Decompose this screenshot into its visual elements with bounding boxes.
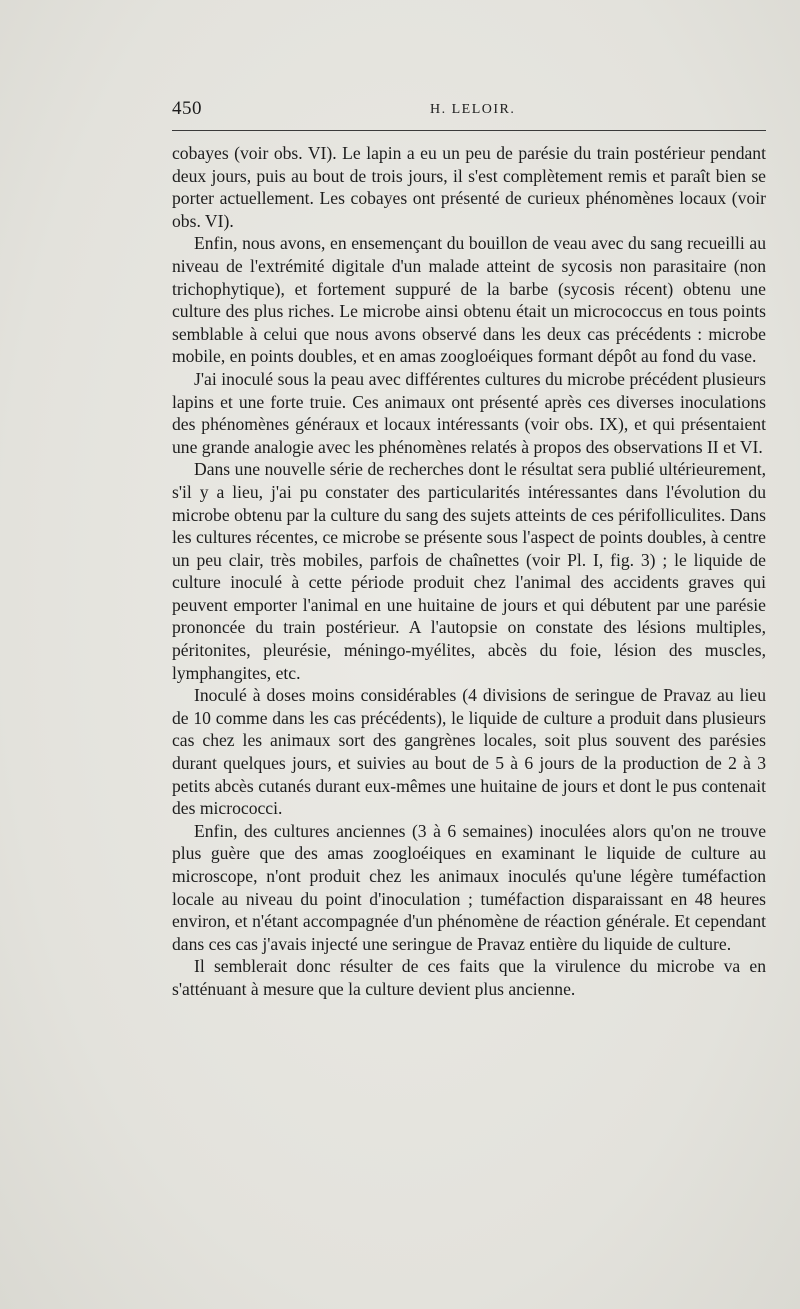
- paragraph: Enfin, des cultures anciennes (3 à 6 semaines) inoculées alors qu'on ne trouve plus guère que des amas zoogloéiques en examinant le liquide de culture au microscope, n'ont produit chez les animaux inoculés qu'une légère tuméfaction locale au niveau du point d'inoculation ; tuméfaction disparaissant en 48 heures environ, et n'étant accompagnée d'un phénomène de réaction générale. Et cependant dans ces cas j'avais injecté une seringue de Pravaz entière du liquide de culture.: [172, 820, 766, 954]
- body-text: [172, 142, 766, 1001]
- paragraph: Enfin, nous avons, en ensemençant du bouillon de veau avec du sang recueilli au niveau de l'extrémité digitale d'un malade atteint de sycosis non parasitaire (non trichophytique), et fortement suppuré de la barbe (sycosis récent) obtenu une culture des plus riches. Le microbe ainsi obtenu était un micrococcus en tous points semblable à celui que nous avons observé dans les deux cas précédents : microbe mobile, en points doubles, et en amas zoogloéiques formant dépôt au fond du vase.: [172, 233, 766, 367]
- paragraph: Dans une nouvelle série de recherches dont le résultat sera publié ultérieurement, s'il y a lieu, j'ai pu constater des particularités intéressantes dans l'évolution du microbe obtenu par la culture du sang des sujets atteints de ces périfolliculites. Dans les cultures récentes, ce microbe se présente sous l'aspect de points doubles, à centre un peu clair, très mobiles, parfois de chaînettes (voir Pl. I, fig. 3) ; le liquide de culture inoculé à cette période produit chez l'animal des accidents graves qui peuvent emporter l'animal en une huitaine de jours et qui débutent par une parésie prononcée du train postérieur. A l'autopsie on constate des lésions multiples, péritonites, pleurésie, méningo-myélites, abcès du foie, lésion des muscles, lymphangites, etc.: [172, 459, 766, 683]
- paragraph: J'ai inoculé sous la peau avec différentes cultures du microbe précédent plusieurs lapins et une forte truie. Ces animaux ont présenté après ces diverses inoculations des phénomènes généraux et locaux intéressants (voir obs. IX), et qui présentaient une grande analogie avec les phénomènes relatés à propos des observations II et VI.: [172, 368, 766, 457]
- running-head: H. LELOIR.: [430, 102, 516, 117]
- paragraph: Inoculé à doses moins considérables (4 divisions de seringue de Pravaz au lieu de 10 comme dans les cas précédents), le liquide de culture a produit dans plusieurs cas chez les animaux sort des gangrènes locales, soit plus souvent des parésies durant quelques jours, et suivies au bout de 5 à 6 jours de la production de 2 à 3 petits abcès cutanés durant eux-mêmes une huitaine de jours et dont le pus contenait des micrococci.: [172, 685, 766, 819]
- paragraph: cobayes (voir obs. VI). Le lapin a eu un peu de parésie du train postérieur pendant deux jours, puis au bout de trois jours, il s'est complètement remis et paraît bien se porter actuellement. Les cobayes ont présenté de curieux phénomènes locaux (voir obs. VI).: [172, 143, 766, 231]
- page-number: 450: [172, 98, 202, 119]
- page-header: [172, 98, 766, 122]
- header-rule: [172, 130, 766, 131]
- paragraph: Il semblerait donc résulter de ces faits que la virulence du microbe va en s'atténuant à mesure que la culture devient plus ancienne.: [172, 956, 766, 999]
